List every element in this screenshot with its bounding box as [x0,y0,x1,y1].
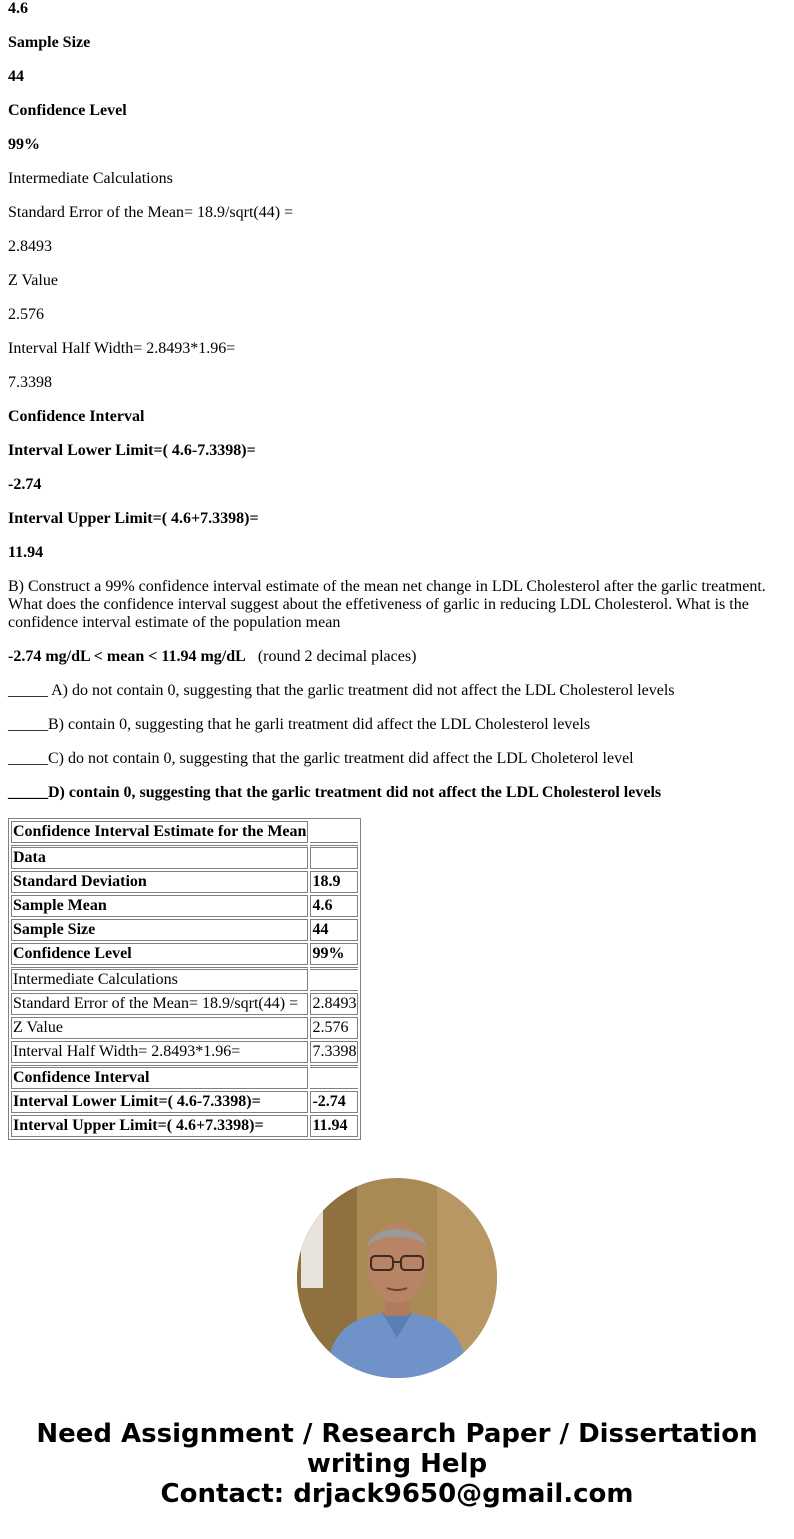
author-portrait-icon [297,1178,497,1378]
calc-line: 7.3398 [8,374,52,391]
table-value-cell: -2.74 [310,1091,358,1113]
table-row [11,993,358,1015]
table-row [11,821,358,843]
table-value-cell [310,967,358,991]
table-label-cell: Confidence Interval Estimate for the Mean [11,821,308,843]
calc-line: Interval Half Width= 2.8493*1.96= [8,340,236,357]
answer-line [8,648,786,666]
table-row [11,1115,358,1137]
table-label-cell: Interval Lower Limit=( 4.6-7.3398)= [11,1091,308,1113]
calc-line: 4.6 [8,0,28,17]
table-label-cell: Sample Size [11,919,308,941]
calc-line: Z Value [8,272,58,289]
table-row [11,1017,358,1039]
answer-interval: -2.74 mg/dL < mean < 11.94 mg/dL [8,648,246,665]
table-label-cell: Data [11,845,308,869]
footer-contact: Contact: drjack9650@gmail.com [160,1479,634,1509]
answer-options [8,682,786,802]
answer-option: _____ A) do not contain 0, suggesting that the garlic treatment did not affect the LDL Cholesterol levels [8,682,675,699]
table-value-cell: 11.94 [310,1115,358,1137]
answer-option: _____B) contain 0, suggesting that he garli treatment did affect the LDL Cholesterol levels [8,716,591,733]
calc-line: Confidence Interval [8,408,145,425]
table-value-cell [310,821,358,843]
table-label-cell: Intermediate Calculations [11,967,308,991]
calc-line: Confidence Level [8,102,127,119]
avatar-container [8,1178,786,1383]
table-value-cell [310,1065,358,1089]
table-label-cell: Interval Upper Limit=( 4.6+7.3398)= [11,1115,308,1137]
table-label-cell: Interval Half Width= 2.8493*1.96= [11,1041,308,1063]
table-row [11,845,358,869]
table-label-cell: Z Value [11,1017,308,1039]
table-value-cell: 18.9 [310,871,358,893]
table-value-cell: 4.6 [310,895,358,917]
table-value-cell [310,845,358,869]
table-row [11,1091,358,1113]
answer-option: _____C) do not contain 0, suggesting that the garlic treatment did affect the LDL Choleterol level [8,750,634,767]
table-row [11,967,358,991]
table-label-cell: Standard Error of the Mean= 18.9/sqrt(44) = [11,993,308,1015]
table-value-cell: 2.576 [310,1017,358,1039]
table-value-cell: 2.8493 [310,993,358,1015]
calc-line: 2.576 [8,306,44,323]
table-label-cell: Standard Deviation [11,871,308,893]
calc-line: -2.74 [8,476,42,493]
table-row [11,1065,358,1089]
table-label-cell: Sample Mean [11,895,308,917]
table-row [11,871,358,893]
footer-line-2: writing Help [306,1449,488,1479]
question-text: B) Construct a 99% confidence interval estimate of the mean net change in LDL Cholesterol after the garlic treatment. What does the confidence interval suggest about the effetiveness of garlic in reducing LDL Cholesterol. What is the confidence interval estimate of the population mean [8,578,766,631]
calc-line: 99% [8,136,40,153]
calc-line: Intermediate Calculations [8,170,173,187]
calc-line: Standard Error of the Mean= 18.9/sqrt(44) = [8,204,294,221]
table-row [11,919,358,941]
footer-banner [0,1419,794,1509]
answer-note: (round 2 decimal places) [257,648,417,665]
table-label-cell: Confidence Interval [11,1065,308,1089]
confidence-interval-table [8,818,361,1140]
calc-line: 2.8493 [8,238,52,255]
table-label-cell: Confidence Level [11,943,308,965]
table-value-cell: 7.3398 [310,1041,358,1063]
calc-line: 11.94 [8,544,44,561]
author-avatar [297,1178,497,1378]
table-value-cell: 99% [310,943,358,965]
table-row [11,943,358,965]
answer-option: _____D) contain 0, suggesting that the garlic treatment did not affect the LDL Cholesterol levels [8,784,662,801]
calc-line: Sample Size [8,34,91,51]
calc-line: 44 [8,68,24,85]
footer-line-1: Need Assignment / Research Paper / Dissertation [36,1419,758,1449]
table-value-cell: 44 [310,919,358,941]
calculation-lines [8,0,786,562]
calc-line: Interval Upper Limit=( 4.6+7.3398)= [8,510,259,527]
calc-line: Interval Lower Limit=( 4.6-7.3398)= [8,442,256,459]
table-row [11,1041,358,1063]
table-row [11,895,358,917]
